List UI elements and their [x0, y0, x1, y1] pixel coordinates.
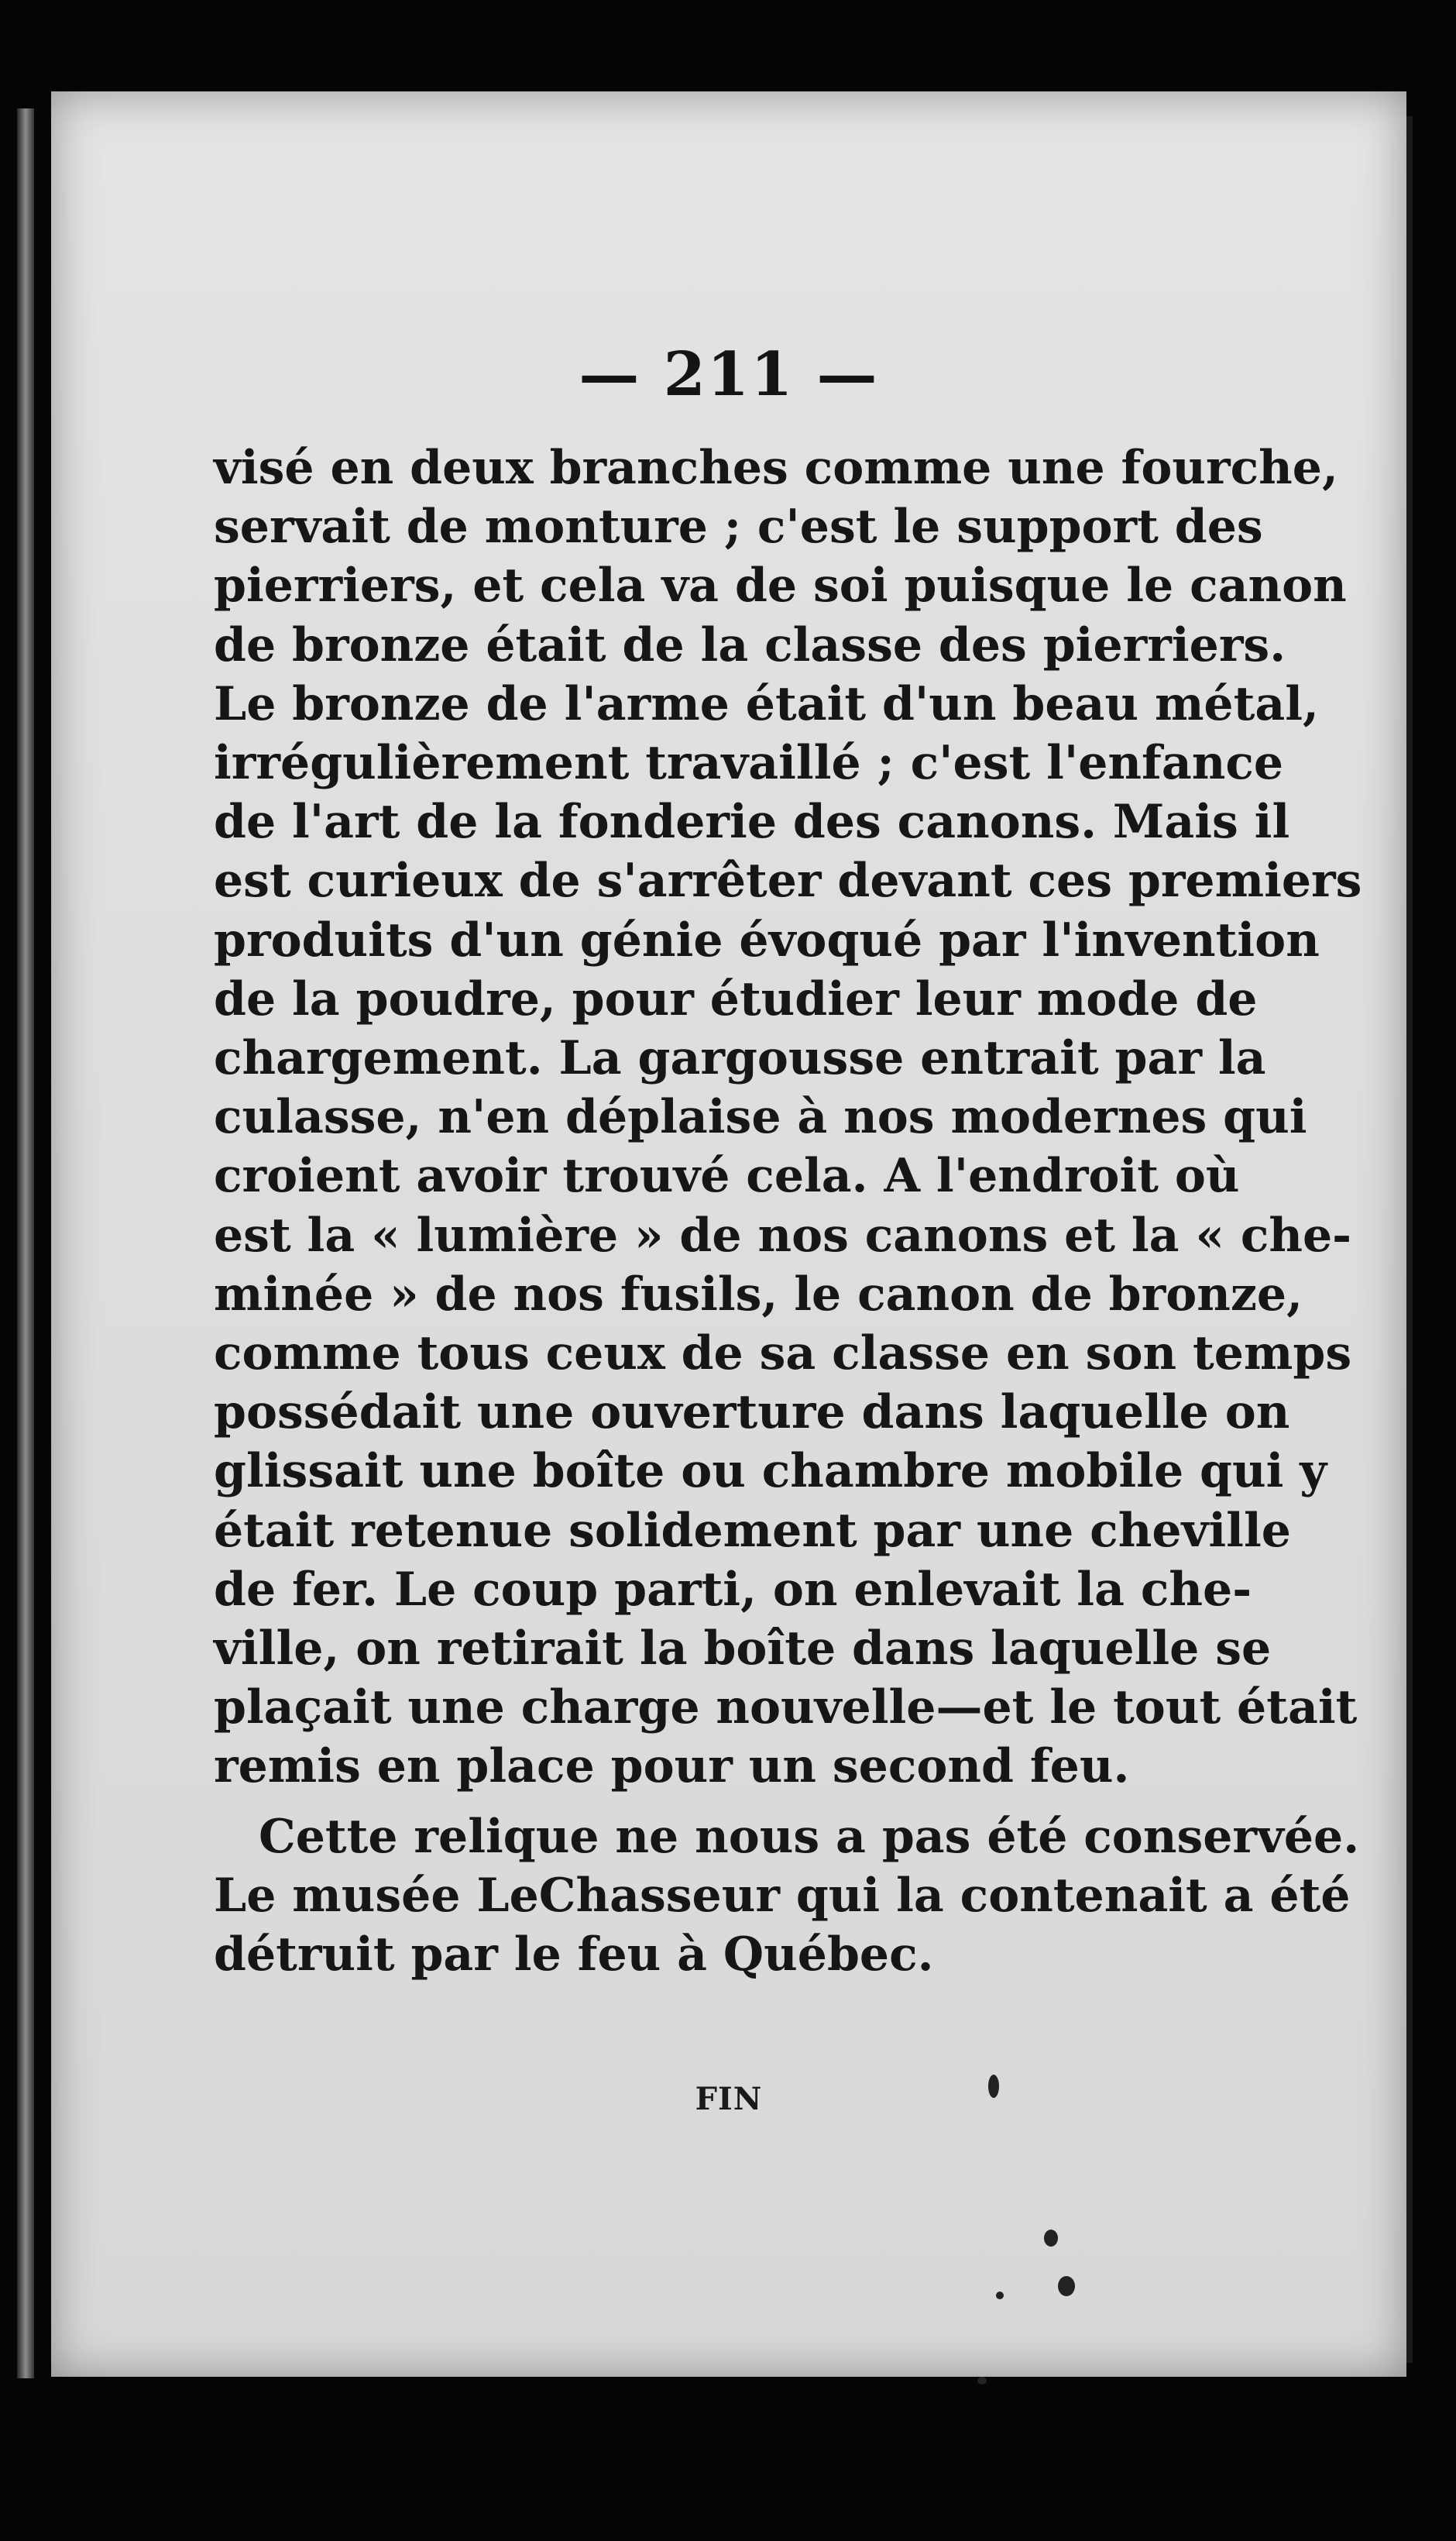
ink-speck	[1044, 2230, 1058, 2247]
text-line: servait de monture ; c'est le support des	[214, 500, 1263, 555]
text-line: comme tous ceux de sa classe en son temps	[214, 1326, 1352, 1381]
ink-speck	[977, 2377, 987, 2385]
book-page	[51, 91, 1406, 2377]
ink-speck	[1058, 2276, 1075, 2296]
paragraph-1	[214, 438, 1362, 1797]
text-line: irrégulièrement travaillé ; c'est l'enfance	[214, 736, 1284, 791]
ink-speck	[996, 2292, 1004, 2299]
text-line: Cette relique ne nous a pas été conservée.	[259, 1809, 1360, 1864]
page-body-text	[214, 438, 1362, 1984]
ink-speck	[988, 2075, 999, 2098]
page-number: — 211 —	[579, 339, 879, 410]
text-line: est curieux de s'arrêter devant ces premiers	[214, 854, 1362, 909]
text-line: pierriers, et cela va de soi puisque le canon	[214, 559, 1347, 614]
text-line: détruit par le feu à Québec.	[214, 1927, 934, 1982]
text-line: ville, on retirait la boîte dans laquelle se	[214, 1621, 1272, 1676]
text-line: de l'art de la fonderie des canons. Mais il	[214, 795, 1290, 850]
text-line: glissait une boîte ou chambre mobile qui y	[214, 1444, 1327, 1499]
text-line: Le bronze de l'arme était d'un beau métal,	[214, 676, 1319, 731]
text-line: croient avoir trouvé cela. A l'endroit où	[214, 1149, 1240, 1204]
text-line: produits d'un génie évoqué par l'invention	[214, 913, 1320, 968]
paragraph-2	[214, 1807, 1360, 1985]
text-line: chargement. La gargousse entrait par la	[214, 1031, 1266, 1086]
text-line: était retenue solidement par une cheville	[214, 1503, 1291, 1558]
text-line: possédait une ouverture dans laquelle on	[214, 1385, 1290, 1440]
text-line: remis en place pour un second feu.	[214, 1739, 1130, 1794]
text-line: culasse, n'en déplaise à nos modernes qui	[214, 1090, 1307, 1145]
text-line: minée » de nos fusils, le canon de bronze,	[214, 1267, 1303, 1322]
text-line: de la poudre, pour étudier leur mode de	[214, 971, 1258, 1026]
text-line: Le musée LeChasseur qui la contenait a été	[214, 1868, 1351, 1923]
page-edge-shadow	[1406, 116, 1413, 2363]
text-line: plaçait une charge nouvelle—et le tout était	[214, 1680, 1358, 1735]
text-line: de fer. Le coup parti, on enlevait la che-	[214, 1562, 1252, 1617]
text-line: visé en deux branches comme une fourche,	[214, 441, 1338, 495]
text-line: de bronze était de la classe des pierriers.	[214, 617, 1286, 672]
end-mark: FIN	[695, 2081, 763, 2117]
text-line: est la « lumière » de nos canons et la « che-	[214, 1208, 1352, 1263]
binding-edge	[17, 108, 34, 2378]
